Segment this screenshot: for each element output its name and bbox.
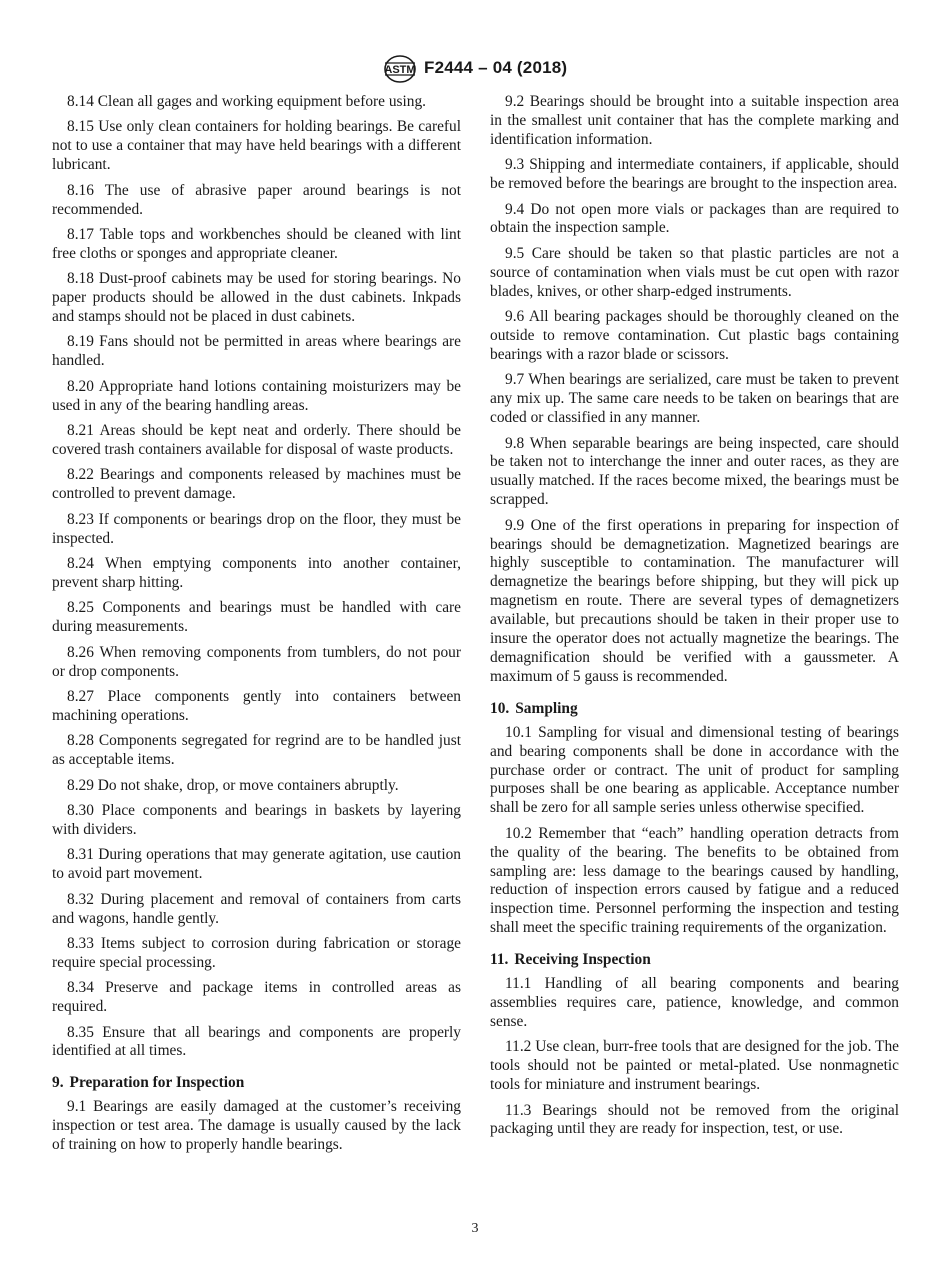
section-heading-10: [490, 700, 899, 719]
section-title: Preparation for Inspection: [69, 1074, 245, 1092]
astm-logo-icon: [381, 54, 419, 84]
paragraph: 11.1 Handling of all bearing components and bearing assemblies requires care, patience, knowledge, and common sense.: [490, 975, 899, 1030]
paragraph: 9.7 When bearings are serialized, care must be taken to prevent any mix up. The same care needs to be taken on bearings that are coded or classified in any manner.: [490, 371, 899, 427]
right-column: [490, 93, 899, 1146]
page-number: 3: [471, 1221, 479, 1236]
paragraph: 8.22 Bearings and components released by machines must be controlled to prevent damage.: [52, 466, 461, 503]
paragraph: 8.34 Preserve and package items in controlled areas as required.: [52, 979, 461, 1016]
paragraph: 8.26 When removing components from tumblers, do not pour or drop components.: [52, 643, 461, 680]
document-designation: F2444 – 04 (2018): [424, 58, 568, 77]
section-title: Receiving Inspection: [514, 951, 651, 969]
page-header: [0, 52, 950, 88]
section-number: 9.: [52, 1074, 64, 1092]
paragraph: 8.30 Place components and bearings in baskets by layering with dividers.: [52, 802, 461, 838]
paragraph: 8.25 Components and bearings must be handled with care during measurements.: [52, 599, 461, 636]
paragraph: 9.9 One of the first operations in preparing for inspection of bearings should be demagnetization. Magnetized bearings are highly susceptible to contamination. The manufacturer will demagnetize the bearings before shipping, but they will pick up magnetism en route. There are several types of demagnetizers available, but precautions should be taken in their proper use to insure the operator does not actually magnetize the bearings. The demagnification should be verified with a gaussmeter. A maximum of 5 gauss is recommended.: [490, 516, 899, 685]
section-number: 10.: [490, 699, 510, 717]
paragraph: 8.35 Ensure that all bearings and components are properly identified at all times.: [52, 1023, 461, 1060]
paragraph: 9.4 Do not open more vials or packages than are required to obtain the inspection sample.: [490, 200, 899, 237]
left-column: [52, 93, 461, 1162]
paragraph: 9.2 Bearings should be brought into a suitable inspection area in the smallest unit container that has the complete marking and identification information.: [490, 93, 899, 148]
section-heading-11: [490, 951, 899, 970]
paragraph: 8.20 Appropriate hand lotions containing moisturizers may be used in any of the bearing handling areas.: [52, 377, 461, 414]
section-number: 11.: [490, 951, 509, 969]
paragraph: 9.3 Shipping and intermediate containers, if applicable, should be removed before the bearings are brought to the inspection area.: [490, 156, 899, 193]
paragraph: 8.21 Areas should be kept neat and orderly. There should be covered trash containers available for disposal of waste products.: [52, 422, 461, 458]
paragraph: 9.1 Bearings are easily damaged at the customer’s receiving inspection or test area. The damage is usually caused by the lack of training on how to properly handle bearings.: [52, 1098, 461, 1154]
paragraph: 8.23 If components or bearings drop on the floor, they must be inspected.: [52, 510, 461, 547]
paragraph: 8.28 Components segregated for regrind are to be handled just as acceptable items.: [52, 732, 461, 769]
paragraph: 10.2 Remember that “each” handling operation detracts from the quality of the bearing. The benefits to be obtained from sampling are: less damage to the bearings caused by handling, reduction of inspection errors caused by fatigue and a reduced inspection time. Personnel performing the inspection and testing shall meet the specific training requirements of the organization.: [490, 824, 899, 937]
paragraph: 8.27 Place components gently into containers between machining operations.: [52, 687, 461, 724]
paragraph: 11.2 Use clean, burr-free tools that are designed for the job. The tools should not be painted or metal-plated. Use nonmagnetic tools for miniature and instrument bearings.: [490, 1038, 899, 1094]
paragraph: 8.16 The use of abrasive paper around bearings is not recommended.: [52, 181, 461, 218]
paragraph: 8.17 Table tops and workbenches should be cleaned with lint free cloths or sponges and appropriate cleaner.: [52, 225, 461, 262]
paragraph: 9.8 When separable bearings are being inspected, care should be taken not to interchange the inner and outer races, as they are usually matched. If the races become mixed, the bearings must be scrapped.: [490, 434, 899, 509]
paragraph: 8.32 During placement and removal of containers from carts and wagons, handle gently.: [52, 890, 461, 927]
svg-text:ASTM: ASTM: [384, 64, 416, 76]
paragraph: 8.18 Dust-proof cabinets may be used for storing bearings. No paper products should be allowed in the dust cabinets. Inkpads and stamps should not be placed in dust cabinets.: [52, 270, 461, 326]
paragraph: 8.24 When emptying components into another container, prevent sharp hitting.: [52, 555, 461, 591]
paragraph: 9.6 All bearing packages should be thoroughly cleaned on the outside to remove contamination. Cut plastic bags containing bearings with a razor blade or scissors.: [490, 308, 899, 363]
paragraph: 10.1 Sampling for visual and dimensional testing of bearings and bearing components shall be done in accordance with the purchase order or contract. The unit of product for sampling purposes shall be one bearing as applicable. Acceptance number shall be zero for all sample series unless otherwise specified.: [490, 723, 899, 817]
paragraph: 8.33 Items subject to corrosion during fabrication or storage require special processing.: [52, 934, 461, 971]
paragraph: 8.31 During operations that may generate agitation, use caution to avoid part movement.: [52, 846, 461, 883]
paragraph: 8.29 Do not shake, drop, or move containers abruptly.: [67, 776, 399, 794]
section-title: Sampling: [515, 699, 578, 717]
paragraph: 8.15 Use only clean containers for holding bearings. Be careful not to use a container that may have held bearings with a different lubricant.: [52, 118, 461, 174]
paragraph: 8.19 Fans should not be permitted in areas where bearings are handled.: [52, 333, 461, 370]
paragraph: 11.3 Bearings should not be removed from the original packaging until they are ready for inspection, test, or use.: [490, 1101, 899, 1138]
paragraph: 8.14 Clean all gages and working equipment before using.: [67, 93, 427, 110]
paragraph: 9.5 Care should be taken so that plastic particles are not a source of contamination when vials must be cut open with razor blades, knives, or other sharp-edged instruments.: [490, 244, 899, 300]
section-heading-9: [52, 1074, 461, 1093]
